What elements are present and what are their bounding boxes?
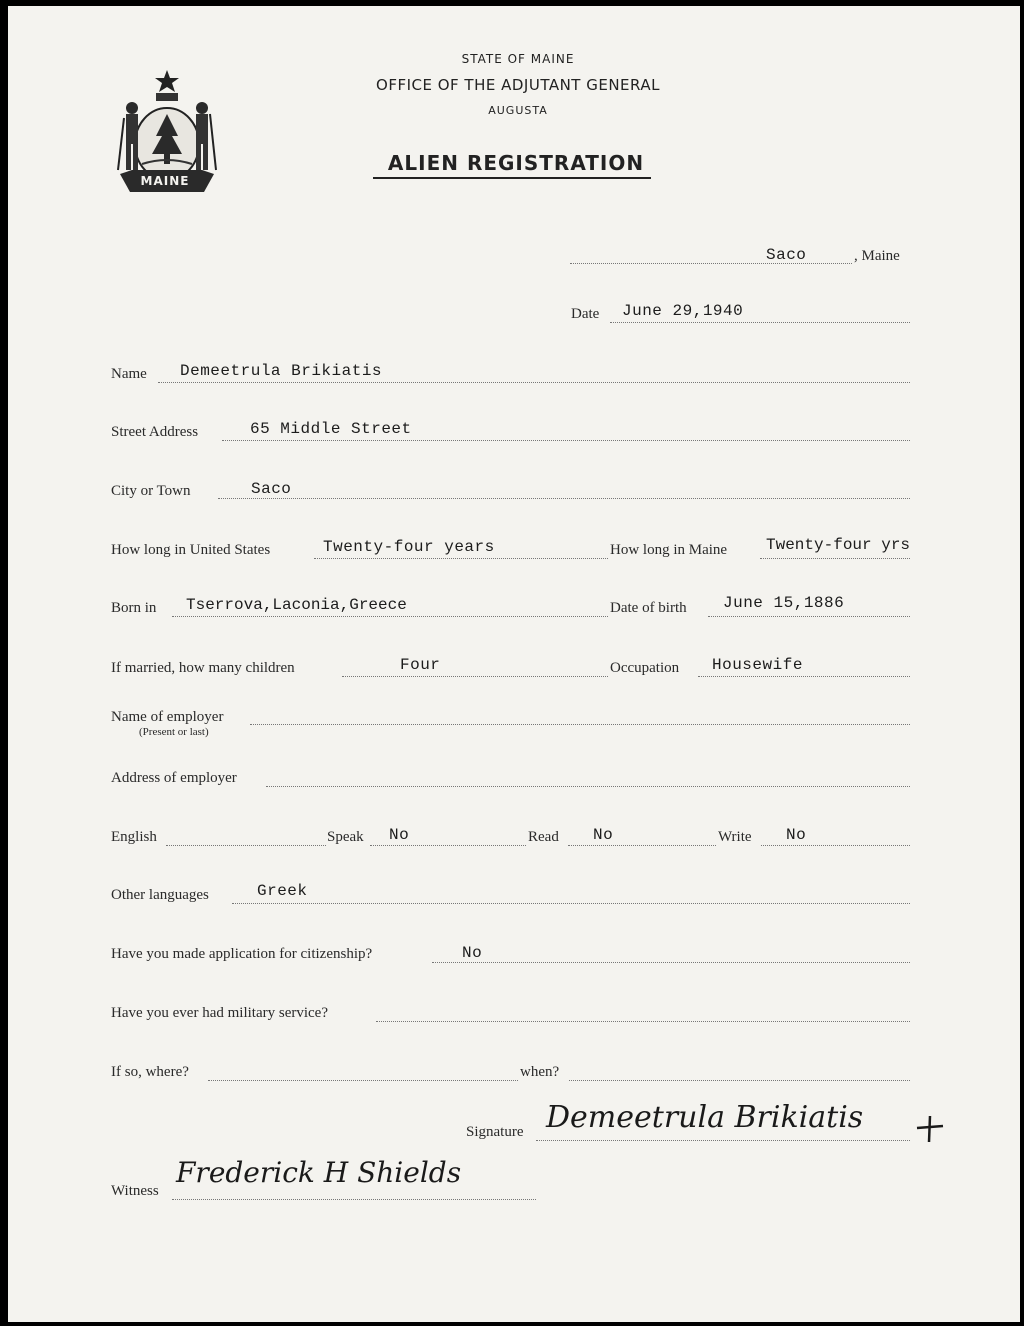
write-value: No — [786, 826, 807, 844]
state-suffix: , Maine — [854, 248, 900, 264]
children-value: Four — [400, 656, 441, 674]
signature-line — [536, 1140, 910, 1141]
occupation-value: Housewife — [712, 656, 803, 674]
signature-label: Signature — [466, 1124, 524, 1140]
employer-label: Name of employer — [111, 709, 224, 725]
speak-line — [370, 845, 526, 846]
date-of-birth-value: June 15,1886 — [723, 594, 845, 612]
other-languages-label: Other languages — [111, 887, 209, 903]
speak-value: No — [389, 826, 410, 844]
born-in-value: Tserrova,Laconia,Greece — [186, 596, 407, 614]
military-line — [376, 1021, 910, 1022]
name-line — [158, 382, 910, 383]
english-label: English — [111, 829, 157, 845]
employer-address-line — [266, 786, 910, 787]
children-label: If married, how many children — [111, 660, 295, 676]
read-label: Read — [528, 829, 559, 845]
form-title: ALIEN REGISTRATION — [387, 151, 645, 175]
street-line — [222, 440, 910, 441]
when-label: when? — [520, 1064, 560, 1080]
town-line — [570, 263, 852, 264]
children-line — [342, 676, 608, 677]
signature-value: Demeetrula Brikiatis — [546, 1100, 864, 1135]
when-line — [569, 1080, 910, 1081]
citizenship-line — [432, 962, 910, 963]
other-languages-line — [232, 903, 910, 904]
header-city: AUGUSTA — [488, 104, 548, 117]
write-label: Write — [718, 829, 752, 845]
where-label: If so, where? — [111, 1064, 189, 1080]
occupation-label: Occupation — [610, 660, 680, 676]
header-office: OFFICE OF THE ADJUTANT GENERAL — [376, 76, 660, 94]
cross-mark-icon — [913, 1112, 947, 1146]
name-value: Demeetrula Brikiatis — [180, 362, 383, 380]
how-long-maine-line — [760, 558, 910, 559]
name-label: Name — [111, 366, 147, 382]
read-line — [568, 845, 716, 846]
date-of-birth-label: Date of birth — [610, 600, 687, 616]
town-value: Saco — [766, 246, 807, 264]
employer-sublabel: (Present or last) — [139, 726, 209, 738]
street-value: 65 Middle Street — [250, 420, 412, 438]
how-long-us-label: How long in United States — [111, 542, 271, 558]
how-long-maine-label: How long in Maine — [610, 542, 728, 558]
citizenship-label: Have you made application for citizenship? — [111, 946, 373, 962]
header-state: STATE OF MAINE — [461, 52, 575, 66]
born-in-line — [172, 616, 608, 617]
witness-line — [172, 1199, 536, 1200]
registration-form — [8, 6, 1020, 1322]
english-line — [166, 845, 326, 846]
city-line — [218, 498, 910, 499]
military-label: Have you ever had military service? — [111, 1005, 328, 1021]
how-long-maine-value: Twenty-four yrs — [766, 536, 911, 554]
witness-label: Witness — [111, 1183, 159, 1199]
occupation-line — [698, 676, 910, 677]
date-line — [610, 322, 910, 323]
date-value: June 29,1940 — [622, 302, 744, 320]
witness-value: Frederick H Shields — [176, 1156, 462, 1189]
write-line — [761, 845, 910, 846]
born-in-label: Born in — [111, 600, 157, 616]
employer-line — [250, 724, 910, 725]
speak-label: Speak — [327, 829, 364, 845]
title-underline — [373, 177, 651, 179]
how-long-us-line — [314, 558, 608, 559]
other-languages-value: Greek — [257, 882, 308, 900]
date-label: Date — [571, 306, 600, 322]
citizenship-value: No — [462, 944, 483, 962]
read-value: No — [593, 826, 614, 844]
where-line — [208, 1080, 518, 1081]
seal-banner-text: MAINE — [140, 174, 190, 188]
how-long-us-value: Twenty-four years — [323, 538, 495, 556]
city-label: City or Town — [111, 483, 191, 499]
date-of-birth-line — [708, 616, 910, 617]
street-label: Street Address — [111, 424, 199, 440]
city-value: Saco — [251, 480, 292, 498]
employer-address-label: Address of employer — [111, 770, 237, 786]
